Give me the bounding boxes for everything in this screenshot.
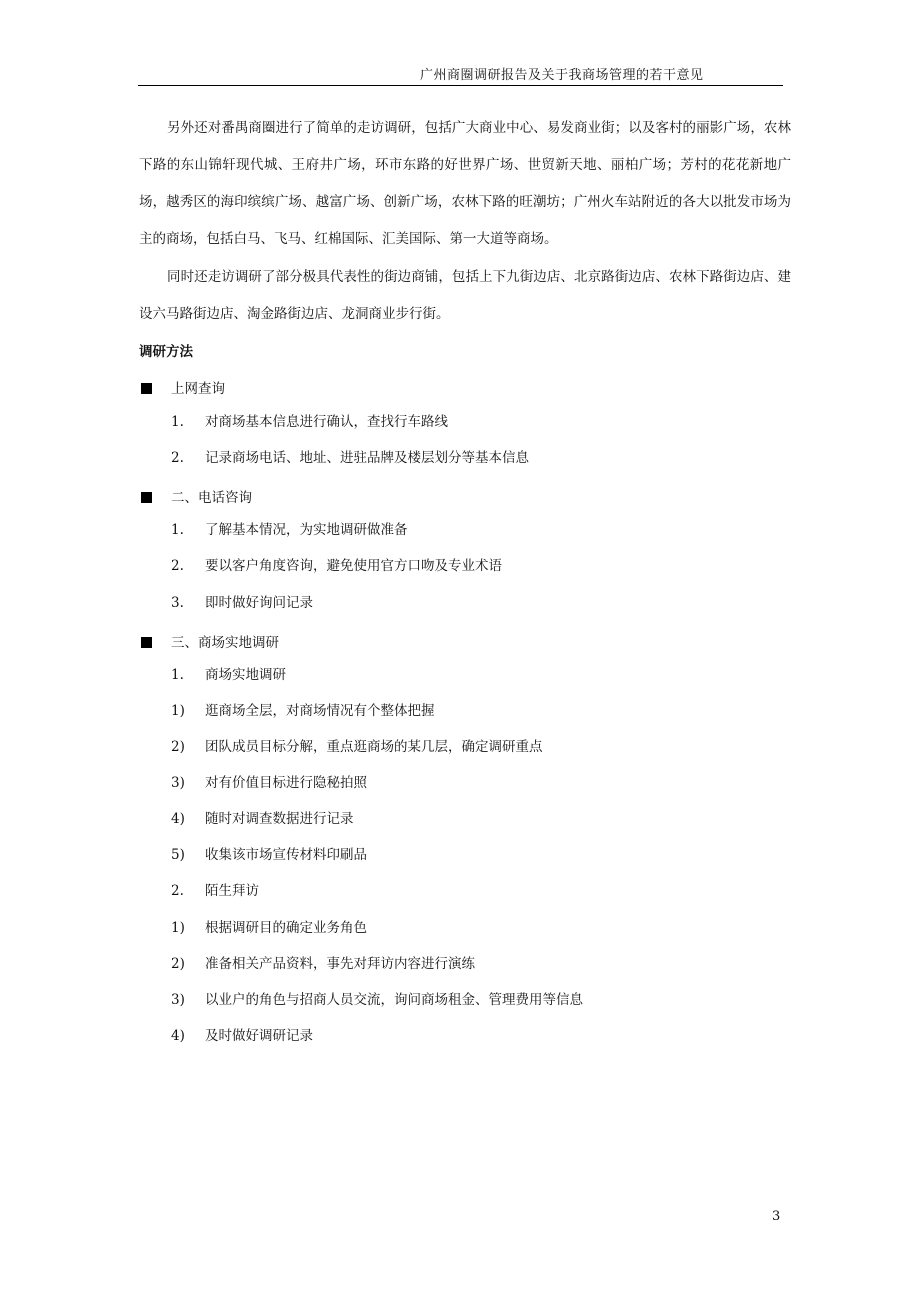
list-item-text: 随时对调查数据进行记录 — [205, 811, 354, 827]
section-heading-method: 调研方法 — [139, 344, 193, 360]
list-item-text: 及时做好调研记录 — [205, 1028, 313, 1044]
list-item-number: 4) — [171, 1028, 185, 1044]
list-item — [171, 410, 448, 430]
list-item — [171, 843, 367, 863]
list-item — [171, 735, 543, 755]
list-item-text: 对商场基本信息进行确认，查找行车路线 — [205, 414, 448, 430]
list-item-number: 3) — [171, 992, 185, 1008]
list-item-text: 陌生拜访 — [205, 883, 259, 899]
list-item-number: 1) — [171, 920, 185, 936]
list-item-text: 对有价值目标进行隐秘拍照 — [205, 775, 367, 791]
method-section-online — [141, 377, 225, 397]
list-item — [171, 879, 259, 899]
page-number: 3 — [772, 1209, 781, 1224]
header-divider — [138, 85, 783, 86]
square-bullet-icon — [141, 383, 152, 394]
body-paragraph-1: 另外还对番禺商圈进行了简单的走访调研，包括广大商业中心、易发商业街；以及客村的丽影广场，农林下路的东山锦轩现代城、王府井广场，环市东路的好世界广场、世贸新天地、丽柏广场；芳村的花花新地广场，越秀区的海印缤缤广场、越富广场、创新广场，农林下路的旺潮坊；广州火车站附近的各大以批发市场为主的商场，包括白马、飞马、红棉国际、汇美国际、第一大道等商场。 — [139, 120, 791, 247]
list-item-number: 1. — [171, 667, 184, 683]
list-item-number: 1. — [171, 414, 184, 430]
list-item-number: 2. — [171, 883, 184, 899]
method-section-title: 上网查询 — [171, 381, 225, 397]
list-item-text: 记录商场电话、地址、进驻品牌及楼层划分等基本信息 — [205, 450, 529, 466]
list-item-text: 以业户的角色与招商人员交流，询问商场租金、管理费用等信息 — [205, 992, 583, 1008]
list-item-number: 1) — [171, 703, 185, 719]
list-item-number: 2) — [171, 739, 185, 755]
header-title: 广州商圈调研报告及关于我商场管理的若干意见 — [420, 68, 704, 83]
list-item — [171, 663, 286, 683]
list-item-number: 1. — [171, 522, 184, 538]
list-item-number: 2) — [171, 956, 185, 972]
list-item-text: 团队成员目标分解，重点逛商场的某几层，确定调研重点 — [205, 739, 543, 755]
list-item — [171, 518, 408, 538]
list-item — [171, 771, 367, 791]
list-item — [171, 554, 502, 574]
list-item-number: 5) — [171, 847, 185, 863]
list-item-text: 了解基本情况，为实地调研做准备 — [205, 522, 408, 538]
method-section-onsite — [141, 631, 279, 651]
list-item — [171, 807, 354, 827]
list-item-number: 2. — [171, 558, 184, 574]
list-item-text: 即时做好询问记录 — [205, 595, 313, 611]
list-item-text: 准备相关产品资料，事先对拜访内容进行演练 — [205, 956, 475, 972]
list-item-number: 4) — [171, 811, 185, 827]
square-bullet-icon — [141, 492, 152, 503]
list-item-text: 根据调研目的确定业务角色 — [205, 920, 367, 936]
square-bullet-icon — [141, 637, 152, 648]
method-section-title: 三、商场实地调研 — [171, 635, 279, 651]
list-item — [171, 591, 313, 611]
list-item — [171, 952, 475, 972]
list-item-text: 商场实地调研 — [205, 667, 286, 683]
list-item-text: 要以客户角度咨询，避免使用官方口吻及专业术语 — [205, 558, 502, 574]
list-item-text: 收集该市场宣传材料印刷品 — [205, 847, 367, 863]
method-section-phone — [141, 486, 252, 506]
method-section-title: 二、电话咨询 — [171, 490, 252, 506]
list-item — [171, 988, 583, 1008]
list-item — [171, 446, 529, 466]
list-item-number: 2. — [171, 450, 184, 466]
list-item-text: 逛商场全层，对商场情况有个整体把握 — [205, 703, 435, 719]
list-item — [171, 1024, 313, 1044]
list-item — [171, 916, 367, 936]
list-item-number: 3) — [171, 775, 185, 791]
body-paragraph-2: 同时还走访调研了部分极具代表性的街边商铺，包括上下九街边店、北京路街边店、农林下路街边店、建设六马路街边店、淘金路街边店、龙洞商业步行街。 — [139, 269, 791, 322]
list-item-number: 3. — [171, 595, 184, 611]
list-item — [171, 699, 435, 719]
